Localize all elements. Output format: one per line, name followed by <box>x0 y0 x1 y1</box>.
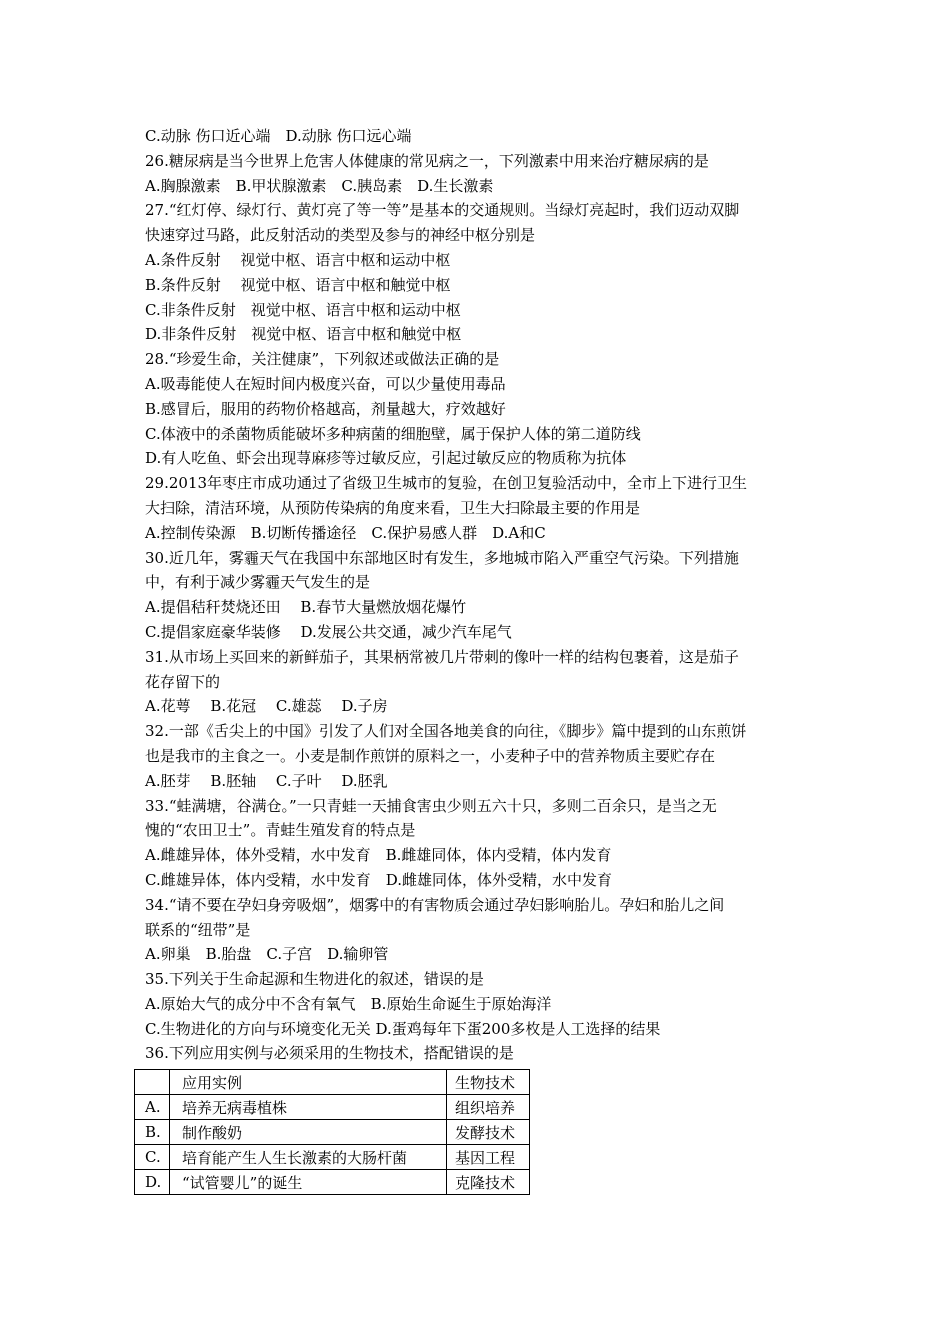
table-header-technology: 生物技术 <box>447 1070 530 1095</box>
text-line: D.非条件反射 视觉中枢、语言中枢和触觉中枢 <box>145 325 462 344</box>
table-header-row <box>135 1070 530 1095</box>
table-cell: B. <box>135 1120 170 1145</box>
text-line: 35.下列关于生命起源和生物进化的叙述，错误的是 <box>145 970 484 989</box>
table-cell: 克隆技术 <box>447 1170 530 1195</box>
table-cell: 培育能产生人生长激素的大肠杆菌 <box>170 1145 447 1170</box>
text-line: 中，有利于减少雾霾天气发生的是 <box>145 573 371 592</box>
biotech-table <box>134 1069 530 1195</box>
text-line: B.条件反射 视觉中枢、语言中枢和触觉中枢 <box>145 275 451 294</box>
text-line: A.卵巢 B.胎盘 C.子宫 D.输卵管 <box>145 945 389 964</box>
text-line: 36.下列应用实例与必须采用的生物技术，搭配错误的是 <box>145 1044 514 1063</box>
text-line: C.雌雄异体，体内受精，水中发育 D.雌雄同体，体外受精，水中发育 <box>145 870 612 889</box>
text-line: 31.从市场上买回来的新鲜茄子，其果柄常被几片带刺的像叶一样的结构包裹着，这是茄子 <box>145 647 739 666</box>
text-line: A.原始大气的成分中不含有氧气 B.原始生命诞生于原始海洋 <box>145 994 552 1013</box>
text-line: B.感冒后，服用的药物价格越高，剂量越大，疗效越好 <box>145 399 506 418</box>
text-line: A.条件反射 视觉中枢、语言中枢和运动中枢 <box>145 250 451 269</box>
table-cell: C. <box>135 1145 170 1170</box>
text-line: A.花萼 B.花冠 C.雄蕊 D.子房 <box>145 697 388 716</box>
table-cell: 培养无病毒植株 <box>170 1095 447 1120</box>
text-line: C.动脉 伤口近心端 D.动脉 伤口远心端 <box>145 127 412 145</box>
text-line: 26.糖尿病是当今世界上危害人体健康的常见病之一，下列激素中用来治疗糖尿病的是 <box>145 151 709 170</box>
table-row <box>135 1170 530 1195</box>
text-line: D.有人吃鱼、虾会出现荨麻疹等过敏反应，引起过敏反应的物质称为抗体 <box>145 449 627 468</box>
text-line: 30.近几年，雾霾天气在我国中东部地区时有发生，多地城市陷入严重空气污染。下列措施 <box>145 548 739 567</box>
table-row <box>135 1095 530 1120</box>
table-row <box>135 1120 530 1145</box>
table-cell: 组织培养 <box>447 1095 530 1120</box>
text-line: 28.“珍爱生命，关注健康”，下列叙述或做法正确的是 <box>145 350 500 369</box>
text-line: A.胚芽 B.胚轴 C.子叶 D.胚乳 <box>145 771 388 790</box>
text-line: 33.“蛙满塘，谷满仓。”一只青蛙一天捕食害虫少则五六十只，多则二百余只，是当之无 <box>145 796 717 815</box>
table-cell: 发酵技术 <box>447 1120 530 1145</box>
text-line: A.雌雄异体，体外受精，水中发育 B.雌雄同体，体内受精，体内发育 <box>145 846 612 865</box>
table-cell: D. <box>135 1170 170 1195</box>
table-cell: 制作酸奶 <box>170 1120 447 1145</box>
text-line: 快速穿过马路，此反射活动的类型及参与的神经中枢分别是 <box>145 226 536 245</box>
text-line: 大扫除，清洁环境，从预防传染病的角度来看，卫生大扫除最主要的作用是 <box>145 498 641 517</box>
text-line: A.控制传染源 B.切断传播途径 C.保护易感人群 D.A和C <box>145 523 546 542</box>
text-line: 32.一部《舌尖上的中国》引发了人们对全国各地美食的向往，《脚步》篇中提到的山东煎饼 <box>145 722 747 741</box>
text-line: C.提倡家庭豪华装修 D.发展公共交通，减少汽车尾气 <box>145 622 512 641</box>
table-cell: A. <box>135 1095 170 1120</box>
table-cell <box>135 1070 170 1095</box>
text-line: 27.“红灯停、绿灯行、黄灯亮了等一等”是基本的交通规则。当绿灯亮起时，我们迈动双脚 <box>145 201 740 220</box>
text-line: 联系的“纽带”是 <box>145 920 251 939</box>
text-line: A.吸毒能使人在短时间内极度兴奋，可以少量使用毒品 <box>145 374 506 393</box>
text-line: 花存留下的 <box>145 672 221 691</box>
text-line: 也是我市的主食之一。小麦是制作煎饼的原料之一，小麦种子中的营养物质主要贮存在 <box>145 746 716 765</box>
text-line: 34.“请不要在孕妇身旁吸烟”，烟雾中的有害物质会通过孕妇影响胎儿。孕妇和胎儿之间 <box>145 895 725 914</box>
text-line: C.体液中的杀菌物质能破坏多种病菌的细胞壁，属于保护人体的第二道防线 <box>145 424 641 443</box>
text-line: 愧的“农田卫士”。青蛙生殖发育的特点是 <box>145 821 416 840</box>
text-line: A.胸腺激素 B.甲状腺激素 C.胰岛素 D.生长激素 <box>145 176 494 195</box>
table-cell: 基因工程 <box>447 1145 530 1170</box>
table-header-example: 应用实例 <box>170 1070 447 1095</box>
table-cell: “试管婴儿”的诞生 <box>170 1170 447 1195</box>
text-line: 29.2013年枣庄市成功通过了省级卫生城市的复验，在创卫复验活动中，全市上下进行卫生 <box>145 474 748 493</box>
table-row <box>135 1145 530 1170</box>
text-line: C.非条件反射 视觉中枢、语言中枢和运动中枢 <box>145 300 461 319</box>
question-text <box>145 124 825 1066</box>
text-line: C.生物进化的方向与环境变化无关 D.蛋鸡每年下蛋200多枚是人工选择的结果 <box>145 1019 661 1038</box>
text-line: A.提倡秸秆焚烧还田 B.春节大量燃放烟花爆竹 <box>145 598 467 617</box>
